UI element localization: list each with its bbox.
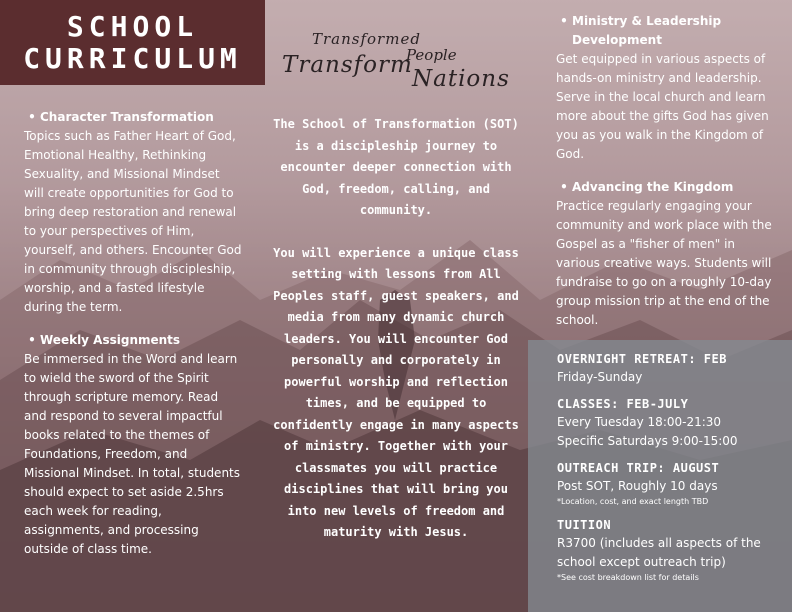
logo-word-4: Nations <box>412 66 510 92</box>
outreach-detail: Post SOT, Roughly 10 days <box>557 479 718 493</box>
logo-word-3: Transform <box>282 52 413 78</box>
weekly-assignments-heading: • Weekly Assignments <box>24 331 242 350</box>
bullet-icon: • <box>28 110 36 124</box>
bullet-icon: • <box>28 333 36 347</box>
title-line-2: CURRICULUM <box>23 41 242 75</box>
schedule-info-box <box>528 340 792 612</box>
retreat-detail: Friday-Sunday <box>557 370 643 384</box>
classes-detail-1: Every Tuesday 18:00-21:30 <box>557 415 722 429</box>
outreach-note: *Location, cost, and exact length TBD <box>557 497 709 506</box>
right-column <box>556 12 782 330</box>
bullet-icon: • <box>560 14 568 28</box>
center-intro <box>268 114 524 544</box>
intro-paragraph-1: The School of Transformation (SOT) is a discipleship journey to encounter deeper connection with God, freedom, calling, and community. <box>273 117 519 217</box>
advancing-kingdom-text: Practice regularly engaging your community and work place with the Gospel as a "fisher of men" in various creative ways. Students will fundraise to go on a roughly 10-day group mission trip at the end of the school. <box>556 199 772 327</box>
character-transformation-heading: • Character Transformation <box>24 108 242 127</box>
intro-paragraph-2: You will experience a unique class setting with lessons from All Peoples staff, guest speakers, and media from many dynamic church leaders. You will encounter God personally and corporately in powerful worship and reflection times, and be equipped to confidently engage in many aspects of ministry. Together with your classmates you will practice disciplines that will bring you into new levels of freedom and maturity with Jesus. <box>273 245 519 539</box>
tuition-detail: R3700 (includes all aspects of the school except outreach trip) <box>557 536 761 569</box>
ministry-leadership-heading-2: Development <box>572 33 662 47</box>
title-line-1: SCHOOL <box>66 9 199 43</box>
classes-detail-2: Specific Saturdays 9:00-15:00 <box>557 434 738 448</box>
classes-heading: CLASSES: FEB-JULY <box>557 397 689 411</box>
tuition-heading: TUITION <box>557 518 612 532</box>
ministry-leadership-heading: • Ministry & Leadership <box>556 12 782 31</box>
tuition-note: *See cost breakdown list for details <box>557 573 699 582</box>
left-column <box>24 108 242 559</box>
advancing-kingdom-heading: • Advancing the Kingdom <box>556 178 782 197</box>
retreat-heading: OVERNIGHT RETREAT: FEB <box>557 352 727 366</box>
bullet-icon: • <box>560 180 568 194</box>
logo-word-2: People <box>406 46 457 64</box>
character-transformation-text: Topics such as Father Heart of God, Emotional Healthy, Rethinking Sexuality, and Missional Mindset will create opportunities for God to bring deep restoration and renewal to your perspectives of Him, yourself, and others. Encounter God in community through discipleship, worship, and a fasted lifestyle during the term. <box>24 129 242 314</box>
title-banner <box>0 0 265 85</box>
logo-word-1: Transformed <box>312 30 421 48</box>
weekly-assignments-text: Be immersed in the Word and learn to wield the sword of the Spirit through scripture memory. Read and respond to several impactful books related to the themes of Foundations, Freedom, and Missional Mindset. In total, students should expect to set aside 2.5hrs each week for reading, assignments, and processing outside of class time. <box>24 352 241 556</box>
ministry-logo <box>282 26 514 96</box>
outreach-heading: OUTREACH TRIP: AUGUST <box>557 461 720 475</box>
ministry-leadership-text: Get equipped in various aspects of hands-on ministry and leadership. Serve in the local church and learn more about the gifts God has given you as you walk in the Kingdom of God. <box>556 52 769 161</box>
